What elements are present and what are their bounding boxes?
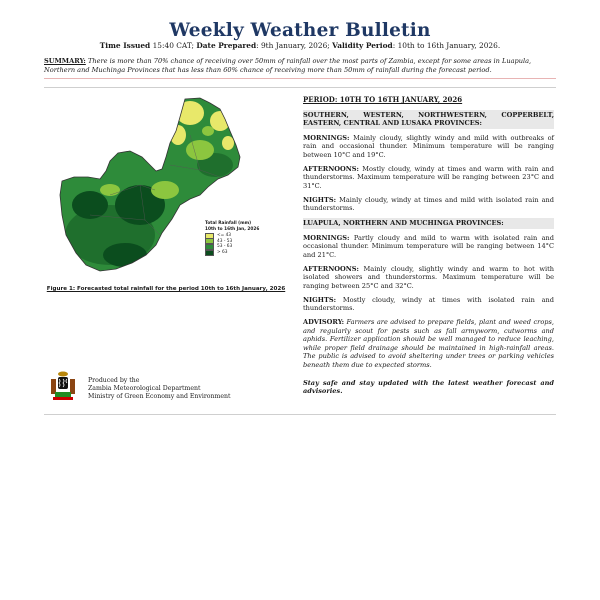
period-text: Mainly cloudy, slightly windy and mild with outbreaks of rain and occasional thunder. Minimum temperature will be ranging between 10°C and 19°C. xyxy=(303,133,554,159)
summary-text: There is more than 70% chance of receiving over 50mm of rainfall over the most parts of Zambia, except for some areas in Luapula, Northern and Muchinga Provinces that has less than 60% chance of receiving more than 50mm of rainfall during the forecast period. xyxy=(44,57,532,74)
period-label: MORNINGS: xyxy=(303,133,350,142)
validity-label: Validity Period xyxy=(332,41,393,50)
forecast-paragraph xyxy=(303,265,554,291)
period-label: NIGHTS: xyxy=(303,295,337,304)
period-label: AFTERNOONS: xyxy=(303,164,359,173)
content-top-divider xyxy=(44,87,556,88)
forecast-paragraph xyxy=(303,296,554,313)
legend-title: Total Rainfall (mm) xyxy=(205,221,252,226)
summary-label: SUMMARY: xyxy=(44,57,86,65)
legend-item-label: <= 43 xyxy=(217,233,232,239)
producer-line: Zambia Meteorological Department xyxy=(88,385,201,392)
coat-of-arms-icon xyxy=(50,370,76,402)
legend-item-label: > 63 xyxy=(217,250,228,256)
period-text: Mostly cloudy, windy at times and warm with rain and thunderstorms. Maximum temperature will be ranging between 23°C and 31°C. xyxy=(303,164,554,190)
forecast-paragraph xyxy=(303,134,554,160)
period-label: NIGHTS: xyxy=(303,195,337,204)
forecast-period: PERIOD: 10TH TO 16TH JANUARY, 2026 xyxy=(303,95,463,104)
advisory-label: ADVISORY: xyxy=(303,318,345,326)
legend-item-label: 53 - 63 xyxy=(217,244,233,250)
period-text: Mainly cloudy, windy at times and mild with isolated rain and thunderstorms. xyxy=(303,195,554,213)
bulletin-title: Weekly Weather Bulletin xyxy=(169,20,431,41)
forecast-paragraph xyxy=(303,196,554,213)
province-group-header: SOUTHERN, WESTERN, NORTHWESTERN, COPPERBELT, EASTERN, CENTRAL AND LUSAKA PROVINCES: xyxy=(303,110,554,128)
validity-value: 10th to 16th January, 2026. xyxy=(397,41,501,50)
province-group-header: LUAPULA, NORTHERN AND MUCHINGA PROVINCES: xyxy=(303,218,554,229)
producer-line: Ministry of Green Economy and Environment xyxy=(88,393,231,400)
summary-divider xyxy=(44,78,556,79)
issue-metadata: Time Issued 15:40 CAT; Date Prepared: 9th January, 2026; Validity Period: 10th to 16th January, 2026. xyxy=(99,41,501,50)
producer-block xyxy=(88,377,231,401)
figure-caption: Figure 1: Forecasted total rainfall for the period 10th to 16th January, 2026 xyxy=(46,286,286,292)
date-prepared-value: 9th January, 2026; xyxy=(260,41,330,50)
legend-swatch xyxy=(205,250,214,256)
producer-line: Produced by the xyxy=(88,377,140,384)
legend-item-label: 43 - 53 xyxy=(217,238,233,244)
forecast-paragraph xyxy=(303,234,554,260)
period-text: Partly cloudy and mild to warm with isolated rain and occasional thunder. Minimum temperature will be ranging between 14°C and 21°C. xyxy=(303,233,554,259)
closing-note: Stay safe and stay updated with the latest weather forecast and advisories. xyxy=(303,378,554,396)
advisory-paragraph xyxy=(303,318,554,370)
forecast-column xyxy=(303,96,554,401)
legend-subtitle: 10th to 16th Jan, 2026 xyxy=(205,227,260,232)
period-text: Mainly cloudy, slightly windy and warm to hot with isolated showers and thunderstorms. Maximum temperature will be ranging between 25°C and 32°C. xyxy=(303,264,554,290)
time-issued-value: 15:40 CAT; xyxy=(152,41,194,50)
advisory-text: Farmers are advised to prepare fields, plant and weed crops, and regularly scout for pests such as fall armyworm, cutworms and aphids. Fertilizer application should be well managed to reduce leaching, while proper field drainage should be maintained in high-rainfall areas. The public is advised to avoid sheltering under trees or parking vehicles beneath them due to expected storms. xyxy=(303,318,554,369)
map-legend xyxy=(205,221,259,255)
summary-paragraph xyxy=(44,57,556,75)
forecast-paragraph xyxy=(303,165,554,191)
period-label: AFTERNOONS: xyxy=(303,264,359,273)
date-prepared-label: Date Prepared xyxy=(196,41,257,50)
period-label: MORNINGS: xyxy=(303,233,350,242)
period-text: Mostly cloudy, windy at times with isolated rain and thunderstorms. xyxy=(303,295,554,313)
legend-item xyxy=(205,250,259,256)
time-issued-label: Time Issued xyxy=(99,41,151,50)
content-bottom-divider xyxy=(44,414,556,415)
